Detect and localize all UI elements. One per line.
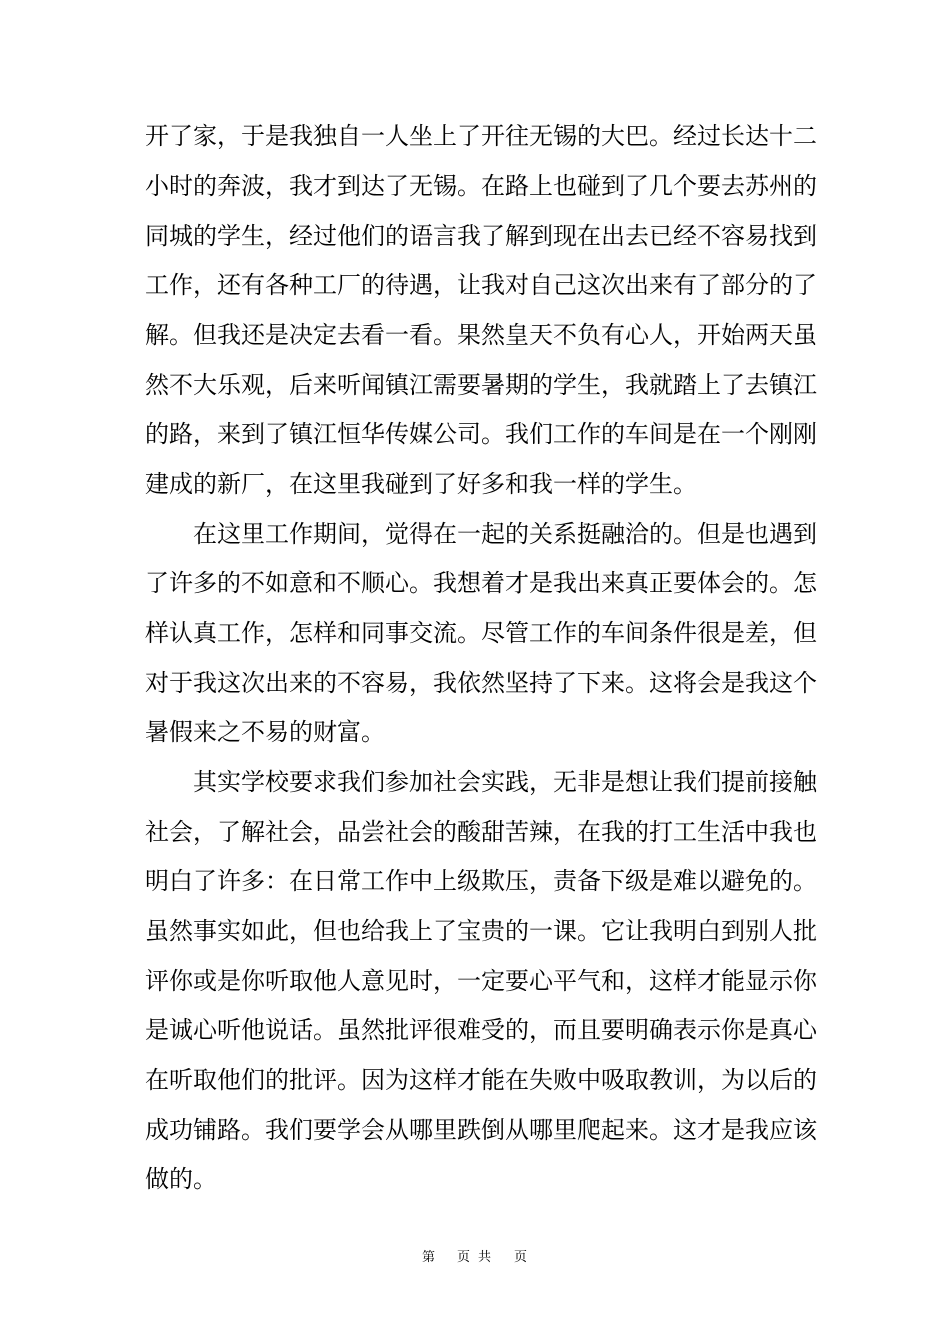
text-line: 了许多的不如意和不顺心。我想着才是我出来真正要体会的。怎 <box>145 569 817 597</box>
text-line: 同城的学生，经过他们的语言我了解到现在出去已经不容易找到 <box>145 222 817 250</box>
paragraph-first-line: 其实学校要求我们参加社会实践，无非是想让我们提前接触 <box>193 768 817 796</box>
text-line: 在听取他们的批评。因为这样才能在失败中吸取教训，为以后的 <box>145 1066 817 1094</box>
text-line: 开了家，于是我独自一人坐上了开往无锡的大巴。经过长达十二 <box>145 122 817 150</box>
text-line: 建成的新厂，在这里我碰到了好多和我一样的学生。 <box>145 470 697 498</box>
text-line: 样认真工作，怎样和同事交流。尽管工作的车间条件很是差，但 <box>145 619 817 647</box>
text-line: 暑假来之不易的财富。 <box>145 718 385 746</box>
footer-di: 第 <box>422 1250 436 1265</box>
text-line: 虽然事实如此，但也给我上了宝贵的一课。它让我明白到别人批 <box>145 917 817 945</box>
text-line: 是诚心听他说话。虽然批评很难受的，而且要明确表示你是真心 <box>145 1016 817 1044</box>
text-line: 评你或是你听取他人意见时，一定要心平气和，这样才能显示你 <box>145 967 817 995</box>
text-line: 社会，了解社会，品尝社会的酸甜苦辣，在我的打工生活中我也 <box>145 818 817 846</box>
text-line: 解。但我还是决定去看一看。果然皇天不负有心人，开始两天虽 <box>145 321 817 349</box>
text-line: 然不大乐观，后来听闻镇江需要暑期的学生，我就踏上了去镇江 <box>145 371 817 399</box>
text-line: 小时的奔波，我才到达了无锡。在路上也碰到了几个要去苏州的 <box>145 172 817 200</box>
text-line: 成功铺路。我们要学会从哪里跌倒从哪里爬起来。这才是我应该 <box>145 1116 817 1144</box>
footer-gong: 共 <box>478 1250 492 1265</box>
text-line: 的路，来到了镇江恒华传媒公司。我们工作的车间是在一个刚刚 <box>145 420 817 448</box>
paragraph-first-line: 在这里工作期间，觉得在一起的关系挺融洽的。但是也遇到 <box>193 520 817 548</box>
page-footer <box>0 1248 950 1268</box>
text-line: 工作，还有各种工厂的待遇，让我对自己这次出来有了部分的了 <box>145 271 817 299</box>
text-line: 明白了许多：在日常工作中上级欺压，责备下级是难以避免的。 <box>145 867 817 895</box>
text-line: 对于我这次出来的不容易，我依然坚持了下来。这将会是我这个 <box>145 669 817 697</box>
footer-ye-2: 页 <box>514 1250 528 1265</box>
footer-ye: 页 <box>457 1250 471 1265</box>
text-line: 做的。 <box>145 1165 217 1193</box>
